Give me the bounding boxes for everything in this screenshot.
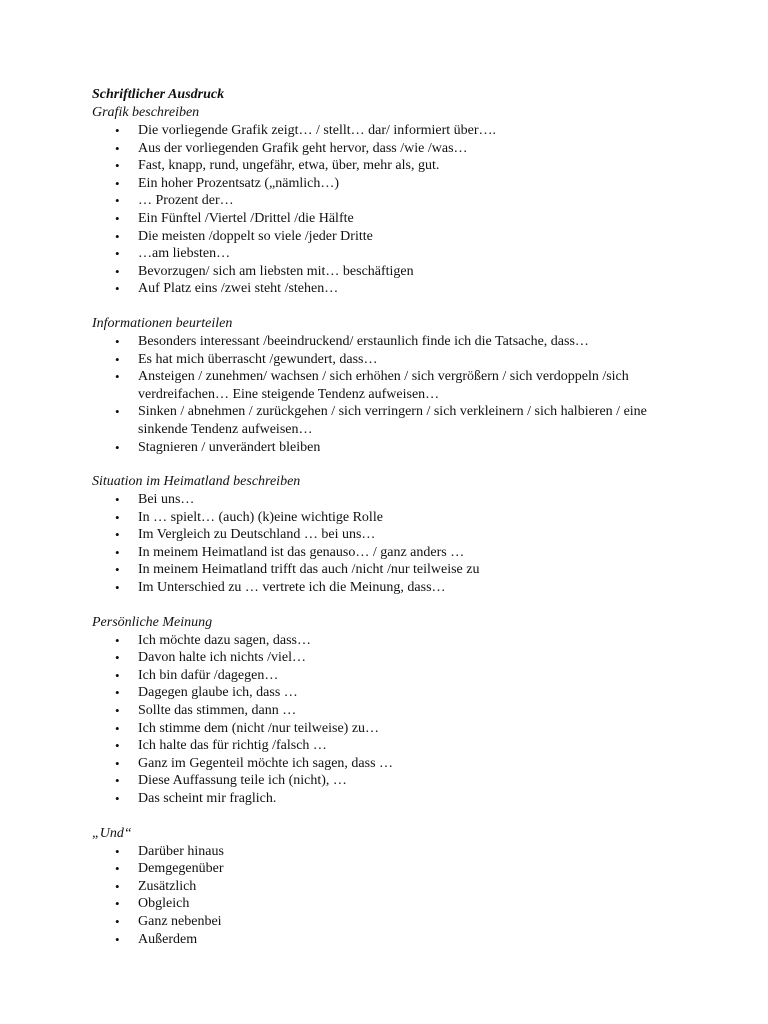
list-item xyxy=(92,439,678,457)
bullet-icon: • xyxy=(115,246,120,262)
list-item-text: Dagegen glaube ich, dass … xyxy=(138,685,298,701)
bullet-icon: • xyxy=(115,351,120,367)
list-item-text: Ich stimme dem (nicht /nur teilweise) zu… xyxy=(138,720,380,736)
bullet-icon: • xyxy=(115,738,120,754)
list-item-text: Sollte das stimmen, dann … xyxy=(138,703,297,719)
list-item-text: …am liebsten… xyxy=(138,246,231,262)
bullet-icon: • xyxy=(115,492,120,508)
bullet-icon: • xyxy=(115,580,120,596)
section-heading: „Und“ xyxy=(92,825,132,841)
list-item-text: Darüber hinaus xyxy=(138,843,224,859)
list-item-text: Ganz im Gegenteil möchte ich sagen, dass … xyxy=(138,755,394,771)
bullet-icon: • xyxy=(115,281,120,297)
list-item-text: Ich halte das für richtig /falsch … xyxy=(138,738,327,754)
bullet-icon: • xyxy=(115,263,120,279)
list-item xyxy=(92,228,678,246)
list-item-text: Zusätzlich xyxy=(138,878,197,894)
list-item xyxy=(92,210,678,228)
bullet-list xyxy=(92,632,692,808)
list-item xyxy=(92,755,678,773)
list-item-text: Obgleich xyxy=(138,896,190,912)
bullet-icon: • xyxy=(115,210,120,226)
bullet-list xyxy=(92,491,692,597)
bullet-icon: • xyxy=(115,720,120,736)
bullet-icon: • xyxy=(115,333,120,349)
list-item xyxy=(92,509,678,527)
section xyxy=(92,473,692,597)
list-item-text: Sinken / abnehmen / zurückgehen / sich verringern / sich verkleinern / sich halbieren / eine sinkende Tendenz aufweisen… xyxy=(138,404,647,437)
bullet-icon: • xyxy=(115,632,120,648)
list-item-text: Es hat mich überrascht /gewundert, dass… xyxy=(138,351,378,367)
list-item xyxy=(92,790,678,808)
bullet-icon: • xyxy=(115,913,120,929)
list-item-text: Ganz nebenbei xyxy=(138,913,222,929)
list-item-text: Auf Platz eins /zwei steht /stehen… xyxy=(138,281,339,297)
section-heading: Informationen beurteilen xyxy=(92,315,233,331)
list-item xyxy=(92,737,678,755)
list-item-text: Außerdem xyxy=(138,931,198,947)
list-item-text: Fast, knapp, rund, ungefähr, etwa, über, mehr als, gut. xyxy=(138,158,440,174)
list-item xyxy=(92,491,678,509)
section-heading: Situation im Heimatland beschreiben xyxy=(92,474,301,490)
bullet-icon: • xyxy=(115,140,120,156)
bullet-icon: • xyxy=(115,878,120,894)
bullet-icon: • xyxy=(115,861,120,877)
list-item-text: Davon halte ich nichts /viel… xyxy=(138,650,306,666)
bullet-list xyxy=(92,333,692,456)
list-item xyxy=(92,157,678,175)
list-item xyxy=(92,192,678,210)
list-item xyxy=(92,333,678,351)
list-item xyxy=(92,544,678,562)
list-item-text: Im Vergleich zu Deutschland … bei uns… xyxy=(138,527,376,543)
section-heading: Grafik beschreiben xyxy=(92,105,200,120)
list-item-text: Bevorzugen/ sich am liebsten mit… beschäftigen xyxy=(138,263,414,279)
list-item-text: Ein Fünftel /Viertel /Drittel /die Hälfte xyxy=(138,210,354,226)
list-item-text: Aus der vorliegenden Grafik geht hervor, dass /wie /was… xyxy=(138,140,468,156)
list-item xyxy=(92,649,678,667)
list-item xyxy=(92,667,678,685)
bullet-icon: • xyxy=(115,158,120,174)
list-item xyxy=(92,720,678,738)
section xyxy=(92,825,692,949)
section xyxy=(92,315,692,456)
list-item-text: Besonders interessant /beeindruckend/ erstaunlich finde ich die Tatsache, dass… xyxy=(138,333,589,349)
bullet-icon: • xyxy=(115,193,120,209)
list-item xyxy=(92,843,678,861)
list-item xyxy=(92,351,678,369)
bullet-icon: • xyxy=(115,175,120,191)
list-item-text: … Prozent der… xyxy=(138,193,234,209)
bullet-icon: • xyxy=(115,123,120,138)
list-item xyxy=(92,140,678,158)
bullet-icon: • xyxy=(115,685,120,701)
list-item xyxy=(92,860,678,878)
bullet-icon: • xyxy=(115,509,120,525)
list-item xyxy=(92,403,678,438)
bullet-icon: • xyxy=(115,896,120,912)
bullet-icon: • xyxy=(115,527,120,543)
list-item-text: Ein hoher Prozentsatz („nämlich…) xyxy=(138,175,339,191)
list-item-text: Im Unterschied zu … vertrete ich die Meinung, dass… xyxy=(138,580,446,596)
list-item xyxy=(92,632,678,650)
list-item xyxy=(92,931,678,949)
list-item xyxy=(92,280,678,298)
section-heading: Persönliche Meinung xyxy=(92,614,213,630)
section xyxy=(92,614,692,808)
bullet-icon: • xyxy=(115,404,120,420)
list-item-text: Stagnieren / unverändert bleiben xyxy=(138,439,321,455)
bullet-icon: • xyxy=(115,544,120,560)
bullet-icon: • xyxy=(115,439,120,455)
bullet-icon: • xyxy=(115,843,120,859)
list-item xyxy=(92,245,678,263)
list-item xyxy=(92,579,678,597)
list-item-text: Ich bin dafür /dagegen… xyxy=(138,667,279,683)
list-item xyxy=(92,263,678,281)
list-item xyxy=(92,526,678,544)
bullet-icon: • xyxy=(115,667,120,683)
list-item xyxy=(92,122,678,140)
list-item xyxy=(92,878,678,896)
list-item-text: Demgegenüber xyxy=(138,861,224,877)
bullet-icon: • xyxy=(115,228,120,244)
list-item-text: Das scheint mir fraglich. xyxy=(138,791,277,806)
bullet-icon: • xyxy=(115,703,120,719)
bullet-icon: • xyxy=(115,755,120,771)
list-item-text: In meinem Heimatland ist das genauso… / ganz anders … xyxy=(138,544,465,560)
list-item xyxy=(92,913,678,931)
list-item-text: Ansteigen / zunehmen/ wachsen / sich erhöhen / sich vergrößern / sich verdoppeln /sich verdreifachen… Eine steigende Tendenz aufweisen… xyxy=(138,369,629,402)
section xyxy=(92,104,692,298)
bullet-icon: • xyxy=(115,931,120,947)
bullet-list xyxy=(92,122,692,298)
list-item xyxy=(92,684,678,702)
sections-container xyxy=(92,104,692,948)
list-item xyxy=(92,561,678,579)
bullet-icon: • xyxy=(115,791,120,806)
list-item xyxy=(92,702,678,720)
list-item-text: Ich möchte dazu sagen, dass… xyxy=(138,632,311,648)
list-item-text: Diese Auffassung teile ich (nicht), … xyxy=(138,773,347,789)
bullet-icon: • xyxy=(115,773,120,789)
list-item-text: In … spielt… (auch) (k)eine wichtige Rolle xyxy=(138,509,383,525)
list-item xyxy=(92,895,678,913)
bullet-icon: • xyxy=(115,562,120,578)
list-item-text: Die meisten /doppelt so viele /jeder Dritte xyxy=(138,228,373,244)
bullet-list xyxy=(92,843,692,949)
list-item xyxy=(92,772,678,790)
list-item xyxy=(92,368,678,403)
list-item-text: Die vorliegende Grafik zeigt… / stellt… dar/ informiert über…. xyxy=(138,123,497,138)
bullet-icon: • xyxy=(115,650,120,666)
document-title: Schriftlicher Ausdruck xyxy=(92,87,225,102)
list-item xyxy=(92,175,678,193)
document-page xyxy=(92,86,692,948)
list-item-text: In meinem Heimatland trifft das auch /nicht /nur teilweise zu xyxy=(138,562,480,578)
bullet-icon: • xyxy=(115,369,120,385)
list-item-text: Bei uns… xyxy=(138,492,195,508)
